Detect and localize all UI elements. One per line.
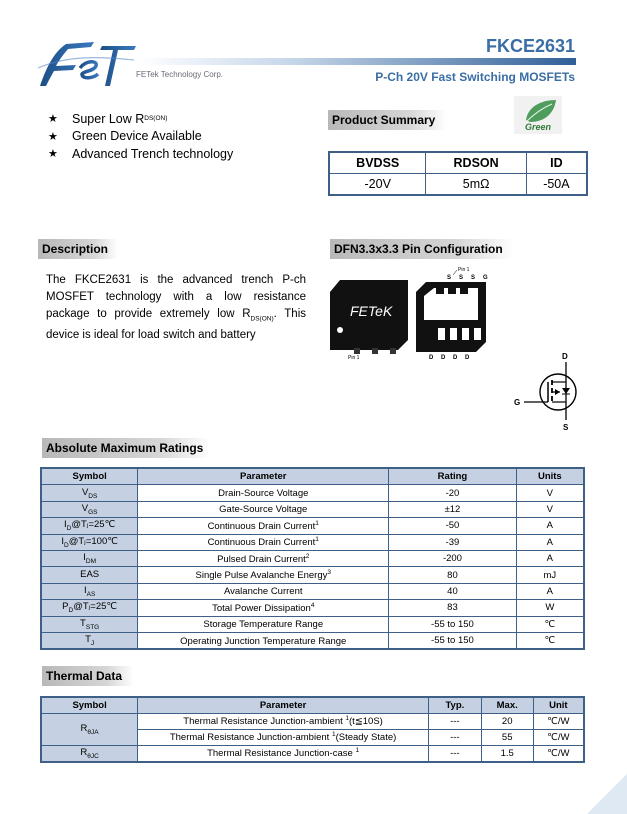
feature-item: ★ Green Device Available — [48, 129, 202, 144]
feature-list — [48, 110, 233, 163]
symbol-cell: $P_D@Tⱼ=25℃$ — [41, 600, 138, 616]
col-header: Typ. — [428, 697, 481, 714]
unit-cell: A — [516, 534, 584, 550]
unit-cell: ℃/W — [533, 730, 584, 746]
unit-cell: A — [516, 583, 584, 599]
abs-max-body — [41, 485, 584, 649]
table-row — [41, 616, 584, 632]
parameter-cell: Continuous Drain Current$^1$ — [138, 518, 389, 534]
max-cell: 20 — [481, 714, 533, 730]
pin-label-s: S — [471, 275, 476, 281]
rating-cell: 40 — [389, 583, 516, 599]
header-bar — [136, 58, 576, 65]
product-summary-title: Product Summary — [328, 110, 446, 130]
parameter-cell: Drain-Source Voltage — [138, 485, 389, 501]
product-summary-table — [328, 151, 588, 196]
parameter-cell: Thermal Resistance Junction-case $^1$ — [138, 746, 429, 763]
abs-max-title: Absolute Maximum Ratings — [42, 438, 210, 458]
green-badge-label: Green — [524, 122, 551, 132]
parameter-cell: Pulsed Drain Current$^2$ — [138, 550, 389, 566]
col-header: Rating — [389, 468, 516, 485]
pin-label-d: D — [441, 355, 446, 361]
table-cell: -20V — [329, 174, 426, 196]
rating-cell: -39 — [389, 534, 516, 550]
pin-label-g: G — [483, 275, 488, 281]
pin-label-d: D — [453, 355, 458, 361]
col-header: Symbol — [41, 697, 138, 714]
package-top-view — [330, 280, 408, 361]
symbol-cell: $I_{AS}$ — [41, 583, 138, 599]
rating-cell: ±12 — [389, 501, 516, 517]
rating-cell: -50 — [389, 518, 516, 534]
pin-label-d: D — [465, 355, 470, 361]
table-row — [41, 550, 584, 566]
table-row — [41, 583, 584, 599]
product-subtitle: P-Ch 20V Fast Switching MOSFETs — [375, 70, 575, 84]
pin-label-s: S — [447, 275, 452, 281]
rating-cell: 80 — [389, 567, 516, 583]
col-header: Parameter — [138, 468, 389, 485]
table-row — [41, 534, 584, 550]
col-header: Max. — [481, 697, 533, 714]
parameter-cell: Avalanche Current — [138, 583, 389, 599]
unit-cell: mJ — [516, 567, 584, 583]
pin1-bottom-label: Pin 1 — [348, 355, 360, 361]
unit-cell: A — [516, 518, 584, 534]
rating-cell: -55 to 150 — [389, 616, 516, 632]
table-row — [41, 501, 584, 517]
parameter-cell: Operating Junction Temperature Range — [138, 632, 389, 649]
table-header-row — [41, 697, 584, 714]
col-header: Unit — [533, 697, 584, 714]
unit-cell: ℃/W — [533, 714, 584, 730]
unit-cell: V — [516, 485, 584, 501]
symbol-cell: $R_{\theta JC}$ — [41, 746, 138, 763]
pin-config-title: DFN3.3x3.3 Pin Configuration — [330, 239, 513, 259]
symbol-cell: $I_{DM}$ — [41, 550, 138, 566]
unit-cell: ℃ — [516, 632, 584, 649]
parameter-cell: Continuous Drain Current$^1$ — [138, 534, 389, 550]
star-icon: ★ — [48, 148, 58, 161]
symbol-cell: $V_{DS}$ — [41, 485, 138, 501]
parameter-cell: Storage Temperature Range — [138, 616, 389, 632]
unit-cell: ℃/W — [533, 746, 584, 763]
parameter-cell: Thermal Resistance Junction-ambient $^1$(Steady State) — [138, 730, 429, 746]
drain-label: D — [562, 352, 568, 361]
chip-label: FETeK — [350, 303, 393, 319]
typ-cell: --- — [428, 746, 481, 763]
col-header: ID — [526, 152, 587, 174]
symbol-cell: $I_D@Tⱼ=25℃$ — [41, 518, 138, 534]
table-row — [41, 632, 584, 649]
source-label: S — [563, 423, 569, 432]
thermal-title: Thermal Data — [42, 666, 134, 686]
package-bottom-view — [416, 267, 488, 361]
pin-label-d: D — [429, 355, 434, 361]
star-icon: ★ — [48, 113, 58, 126]
unit-cell: ℃ — [516, 616, 584, 632]
description-title: Description — [38, 239, 118, 259]
thermal-table — [40, 696, 585, 763]
table-row — [41, 567, 584, 583]
parameter-cell: Single Pulse Avalanche Energy$^3$ — [138, 567, 389, 583]
max-cell: 1.5 — [481, 746, 533, 763]
max-cell: 55 — [481, 730, 533, 746]
gate-label: G — [514, 398, 521, 407]
rating-cell: 83 — [389, 600, 516, 616]
table-header-row — [41, 468, 584, 485]
symbol-cell: EAS — [41, 567, 138, 583]
table-cell: 5mΩ — [426, 174, 526, 196]
table-row — [41, 485, 584, 501]
col-header: RDSON — [426, 152, 526, 174]
table-cell: -50A — [526, 174, 587, 196]
col-header: Parameter — [138, 697, 429, 714]
typ-cell: --- — [428, 714, 481, 730]
symbol-cell: $R_{\theta JA}$ — [41, 714, 138, 746]
col-header: Symbol — [41, 468, 138, 485]
table-row — [329, 174, 587, 196]
mosfet-symbol — [512, 350, 588, 432]
description-text: The FKCE2631 is the advanced trench P-ch MOSFET technology with a low resistance package to provide extremely low $R_{DS(ON)}$. This device is ideal for load switch and battery — [46, 274, 306, 342]
table-row — [41, 600, 584, 616]
feature-item: ★ Super Low R DS(ON) — [48, 111, 168, 126]
abs-max-table — [40, 467, 585, 650]
page-corner-decoration — [587, 774, 627, 814]
rating-cell: -200 — [389, 550, 516, 566]
company-name: FETek Technology Corp. — [136, 70, 224, 79]
fetek-logo — [36, 38, 136, 90]
rating-cell: -20 — [389, 485, 516, 501]
symbol-cell: $T_{STG}$ — [41, 616, 138, 632]
table-row — [41, 518, 584, 534]
table-row — [41, 714, 584, 730]
star-icon: ★ — [48, 130, 58, 143]
symbol-cell: $I_D@Tⱼ=100℃$ — [41, 534, 138, 550]
table-row — [41, 746, 584, 763]
unit-cell: A — [516, 550, 584, 566]
col-header: BVDSS — [329, 152, 426, 174]
symbol-cell: $T_J$ — [41, 632, 138, 649]
pin1-top-label: Pin 1 — [458, 267, 470, 273]
unit-cell: W — [516, 600, 584, 616]
typ-cell: --- — [428, 730, 481, 746]
rating-cell: -55 to 150 — [389, 632, 516, 649]
parameter-cell: Thermal Resistance Junction-ambient $^1$(t≦10S) — [138, 714, 429, 730]
unit-cell: V — [516, 501, 584, 517]
dfn-package-diagram — [326, 262, 490, 362]
col-header: Units — [516, 468, 584, 485]
pin-label-s: S — [459, 275, 464, 281]
part-number: FKCE2631 — [485, 36, 575, 56]
table-header-row — [329, 152, 587, 174]
feature-item: ★ Advanced Trench technology — [48, 146, 234, 161]
parameter-cell: Total Power Dissipation$^4$ — [138, 600, 389, 616]
parameter-cell: Gate-Source Voltage — [138, 501, 389, 517]
symbol-cell: $V_{GS}$ — [41, 501, 138, 517]
